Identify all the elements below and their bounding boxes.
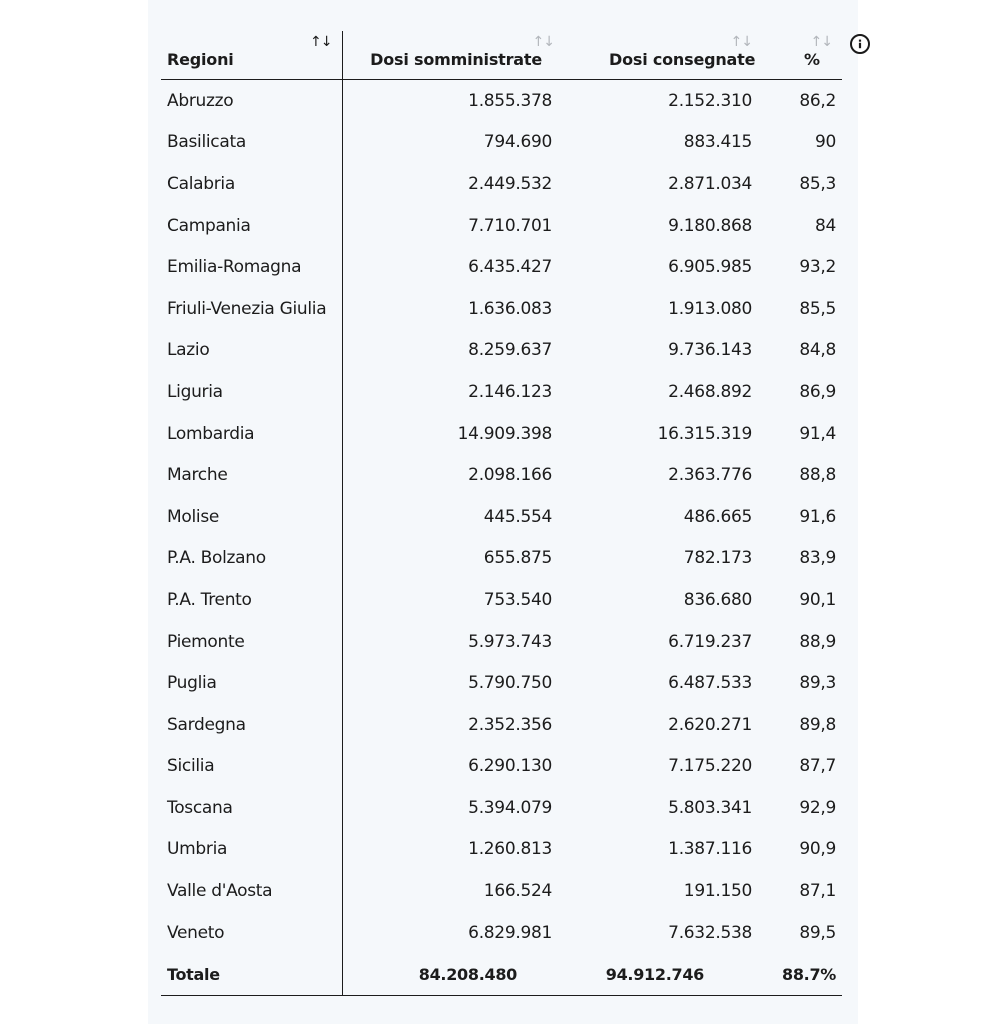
cell-delivered: 1.913.080 — [668, 298, 752, 319]
cell-administered: 8.259.637 — [468, 340, 552, 361]
cell-delivered: 6.487.533 — [668, 673, 752, 694]
cell-administered: 1.260.813 — [468, 839, 552, 860]
cell-percent: 84 — [814, 215, 836, 236]
cell-delivered: 6.905.985 — [668, 257, 752, 278]
table-body — [161, 80, 842, 954]
table-row — [161, 454, 842, 496]
info-icon[interactable] — [850, 34, 870, 54]
table-row — [161, 496, 842, 538]
cell-delivered: 9.180.868 — [668, 215, 752, 236]
table-row — [161, 787, 842, 829]
cell-administered: 2.146.123 — [468, 381, 552, 402]
sort-arrows-icon[interactable]: ↑↓ — [532, 34, 554, 50]
cell-percent: 93,2 — [799, 257, 836, 278]
vaccine-doses-table — [161, 31, 842, 996]
cell-delivered: 2.363.776 — [668, 465, 752, 486]
header-dosi-somministrate[interactable] — [342, 31, 582, 80]
table-row — [161, 704, 842, 746]
cell-administered: 6.435.427 — [468, 257, 552, 278]
table-row — [161, 80, 842, 122]
table-row — [161, 288, 842, 330]
cell-percent: 91,6 — [799, 506, 836, 527]
cell-administered: 5.790.750 — [468, 673, 552, 694]
cell-percent: 86,9 — [799, 381, 836, 402]
header-dosi-consegnate[interactable] — [582, 31, 782, 80]
total-label: Totale — [161, 953, 342, 995]
cell-percent: 85,5 — [799, 298, 836, 319]
cell-delivered: 782.173 — [683, 548, 752, 569]
cell-region: Sicilia — [161, 746, 342, 788]
cell-region: Emilia-Romagna — [161, 246, 342, 288]
cell-delivered: 486.665 — [683, 506, 752, 527]
cell-percent: 86,2 — [799, 90, 836, 111]
cell-administered: 1.855.378 — [468, 90, 552, 111]
cell-region: Campania — [161, 205, 342, 247]
table-footer — [161, 953, 842, 995]
cell-administered: 6.290.130 — [468, 756, 552, 777]
table-row — [161, 330, 842, 372]
cell-administered: 1.636.083 — [468, 298, 552, 319]
cell-delivered: 2.620.271 — [668, 714, 752, 735]
cell-region: Sardegna — [161, 704, 342, 746]
cell-region: Valle d'Aosta — [161, 870, 342, 912]
cell-percent: 87,1 — [799, 881, 836, 902]
cell-region: P.A. Bolzano — [161, 538, 342, 580]
cell-administered: 753.540 — [483, 589, 552, 610]
cell-percent: 90 — [814, 132, 836, 153]
cell-percent: 90,1 — [799, 589, 836, 610]
total-delivered: 94.912.746 — [582, 953, 782, 995]
cell-region: Basilicata — [161, 122, 342, 164]
table-row — [161, 122, 842, 164]
cell-delivered: 836.680 — [683, 589, 752, 610]
cell-administered: 655.875 — [483, 548, 552, 569]
cell-percent: 88,8 — [799, 465, 836, 486]
cell-delivered: 16.315.319 — [657, 423, 752, 444]
cell-delivered: 1.387.116 — [668, 839, 752, 860]
cell-region: Veneto — [161, 912, 342, 954]
table-row — [161, 621, 842, 663]
cell-delivered: 2.871.034 — [668, 173, 752, 194]
cell-delivered: 7.632.538 — [668, 922, 752, 943]
table-row — [161, 163, 842, 205]
header-label: Dosi consegnate — [609, 50, 756, 69]
cell-region: Toscana — [161, 787, 342, 829]
cell-delivered: 7.175.220 — [668, 756, 752, 777]
header-regioni[interactable] — [161, 31, 342, 80]
header-percent[interactable] — [782, 31, 842, 80]
cell-administered: 7.710.701 — [468, 215, 552, 236]
cell-region: Lombardia — [161, 413, 342, 455]
cell-administered: 5.973.743 — [468, 631, 552, 652]
cell-percent: 89,5 — [799, 922, 836, 943]
header-label: % — [804, 50, 820, 69]
cell-delivered: 2.152.310 — [668, 90, 752, 111]
table-row — [161, 662, 842, 704]
table-row — [161, 246, 842, 288]
total-row — [161, 953, 842, 995]
cell-administered: 2.098.166 — [468, 465, 552, 486]
cell-region: Molise — [161, 496, 342, 538]
table-row — [161, 205, 842, 247]
table-header — [161, 31, 842, 80]
cell-region: Calabria — [161, 163, 342, 205]
cell-delivered: 2.468.892 — [668, 381, 752, 402]
cell-delivered: 9.736.143 — [668, 340, 752, 361]
table-row — [161, 371, 842, 413]
sort-arrows-icon[interactable]: ↑↓ — [310, 34, 332, 50]
table-row — [161, 912, 842, 954]
header-row — [161, 31, 842, 80]
cell-administered: 445.554 — [483, 506, 552, 527]
table-row — [161, 538, 842, 580]
cell-administered: 166.524 — [483, 881, 552, 902]
cell-percent: 87,7 — [799, 756, 836, 777]
cell-delivered: 191.150 — [683, 881, 752, 902]
table-row — [161, 746, 842, 788]
cell-administered: 2.352.356 — [468, 714, 552, 735]
cell-administered: 794.690 — [483, 132, 552, 153]
cell-percent: 91,4 — [799, 423, 836, 444]
cell-percent: 90,9 — [799, 839, 836, 860]
cell-percent: 89,8 — [799, 714, 836, 735]
cell-region: Marche — [161, 454, 342, 496]
header-label: Regioni — [167, 50, 234, 69]
cell-region: Umbria — [161, 829, 342, 871]
cell-administered: 5.394.079 — [468, 797, 552, 818]
cell-region: Friuli-Venezia Giulia — [161, 288, 342, 330]
sort-arrows-icon[interactable]: ↑↓ — [810, 34, 832, 50]
cell-administered: 6.829.981 — [468, 922, 552, 943]
cell-percent: 92,9 — [799, 797, 836, 818]
header-label: Dosi somministrate — [370, 50, 542, 69]
cell-administered: 2.449.532 — [468, 173, 552, 194]
table-row — [161, 829, 842, 871]
cell-percent: 89,3 — [799, 673, 836, 694]
cell-region: P.A. Trento — [161, 579, 342, 621]
total-administered: 84.208.480 — [342, 953, 582, 995]
cell-percent: 88,9 — [799, 631, 836, 652]
info-glyph — [852, 36, 868, 52]
cell-administered: 14.909.398 — [457, 423, 552, 444]
table-row — [161, 870, 842, 912]
cell-delivered: 5.803.341 — [668, 797, 752, 818]
cell-percent: 84,8 — [799, 340, 836, 361]
total-percent: 88.7% — [782, 953, 842, 995]
cell-delivered: 6.719.237 — [668, 631, 752, 652]
cell-region: Lazio — [161, 330, 342, 372]
table-row — [161, 579, 842, 621]
cell-region: Abruzzo — [161, 80, 342, 122]
cell-percent: 85,3 — [799, 173, 836, 194]
cell-region: Liguria — [161, 371, 342, 413]
cell-region: Puglia — [161, 662, 342, 704]
sort-arrows-icon[interactable]: ↑↓ — [730, 34, 752, 50]
cell-percent: 83,9 — [799, 548, 836, 569]
cell-delivered: 883.415 — [683, 132, 752, 153]
cell-region: Piemonte — [161, 621, 342, 663]
table-row — [161, 413, 842, 455]
